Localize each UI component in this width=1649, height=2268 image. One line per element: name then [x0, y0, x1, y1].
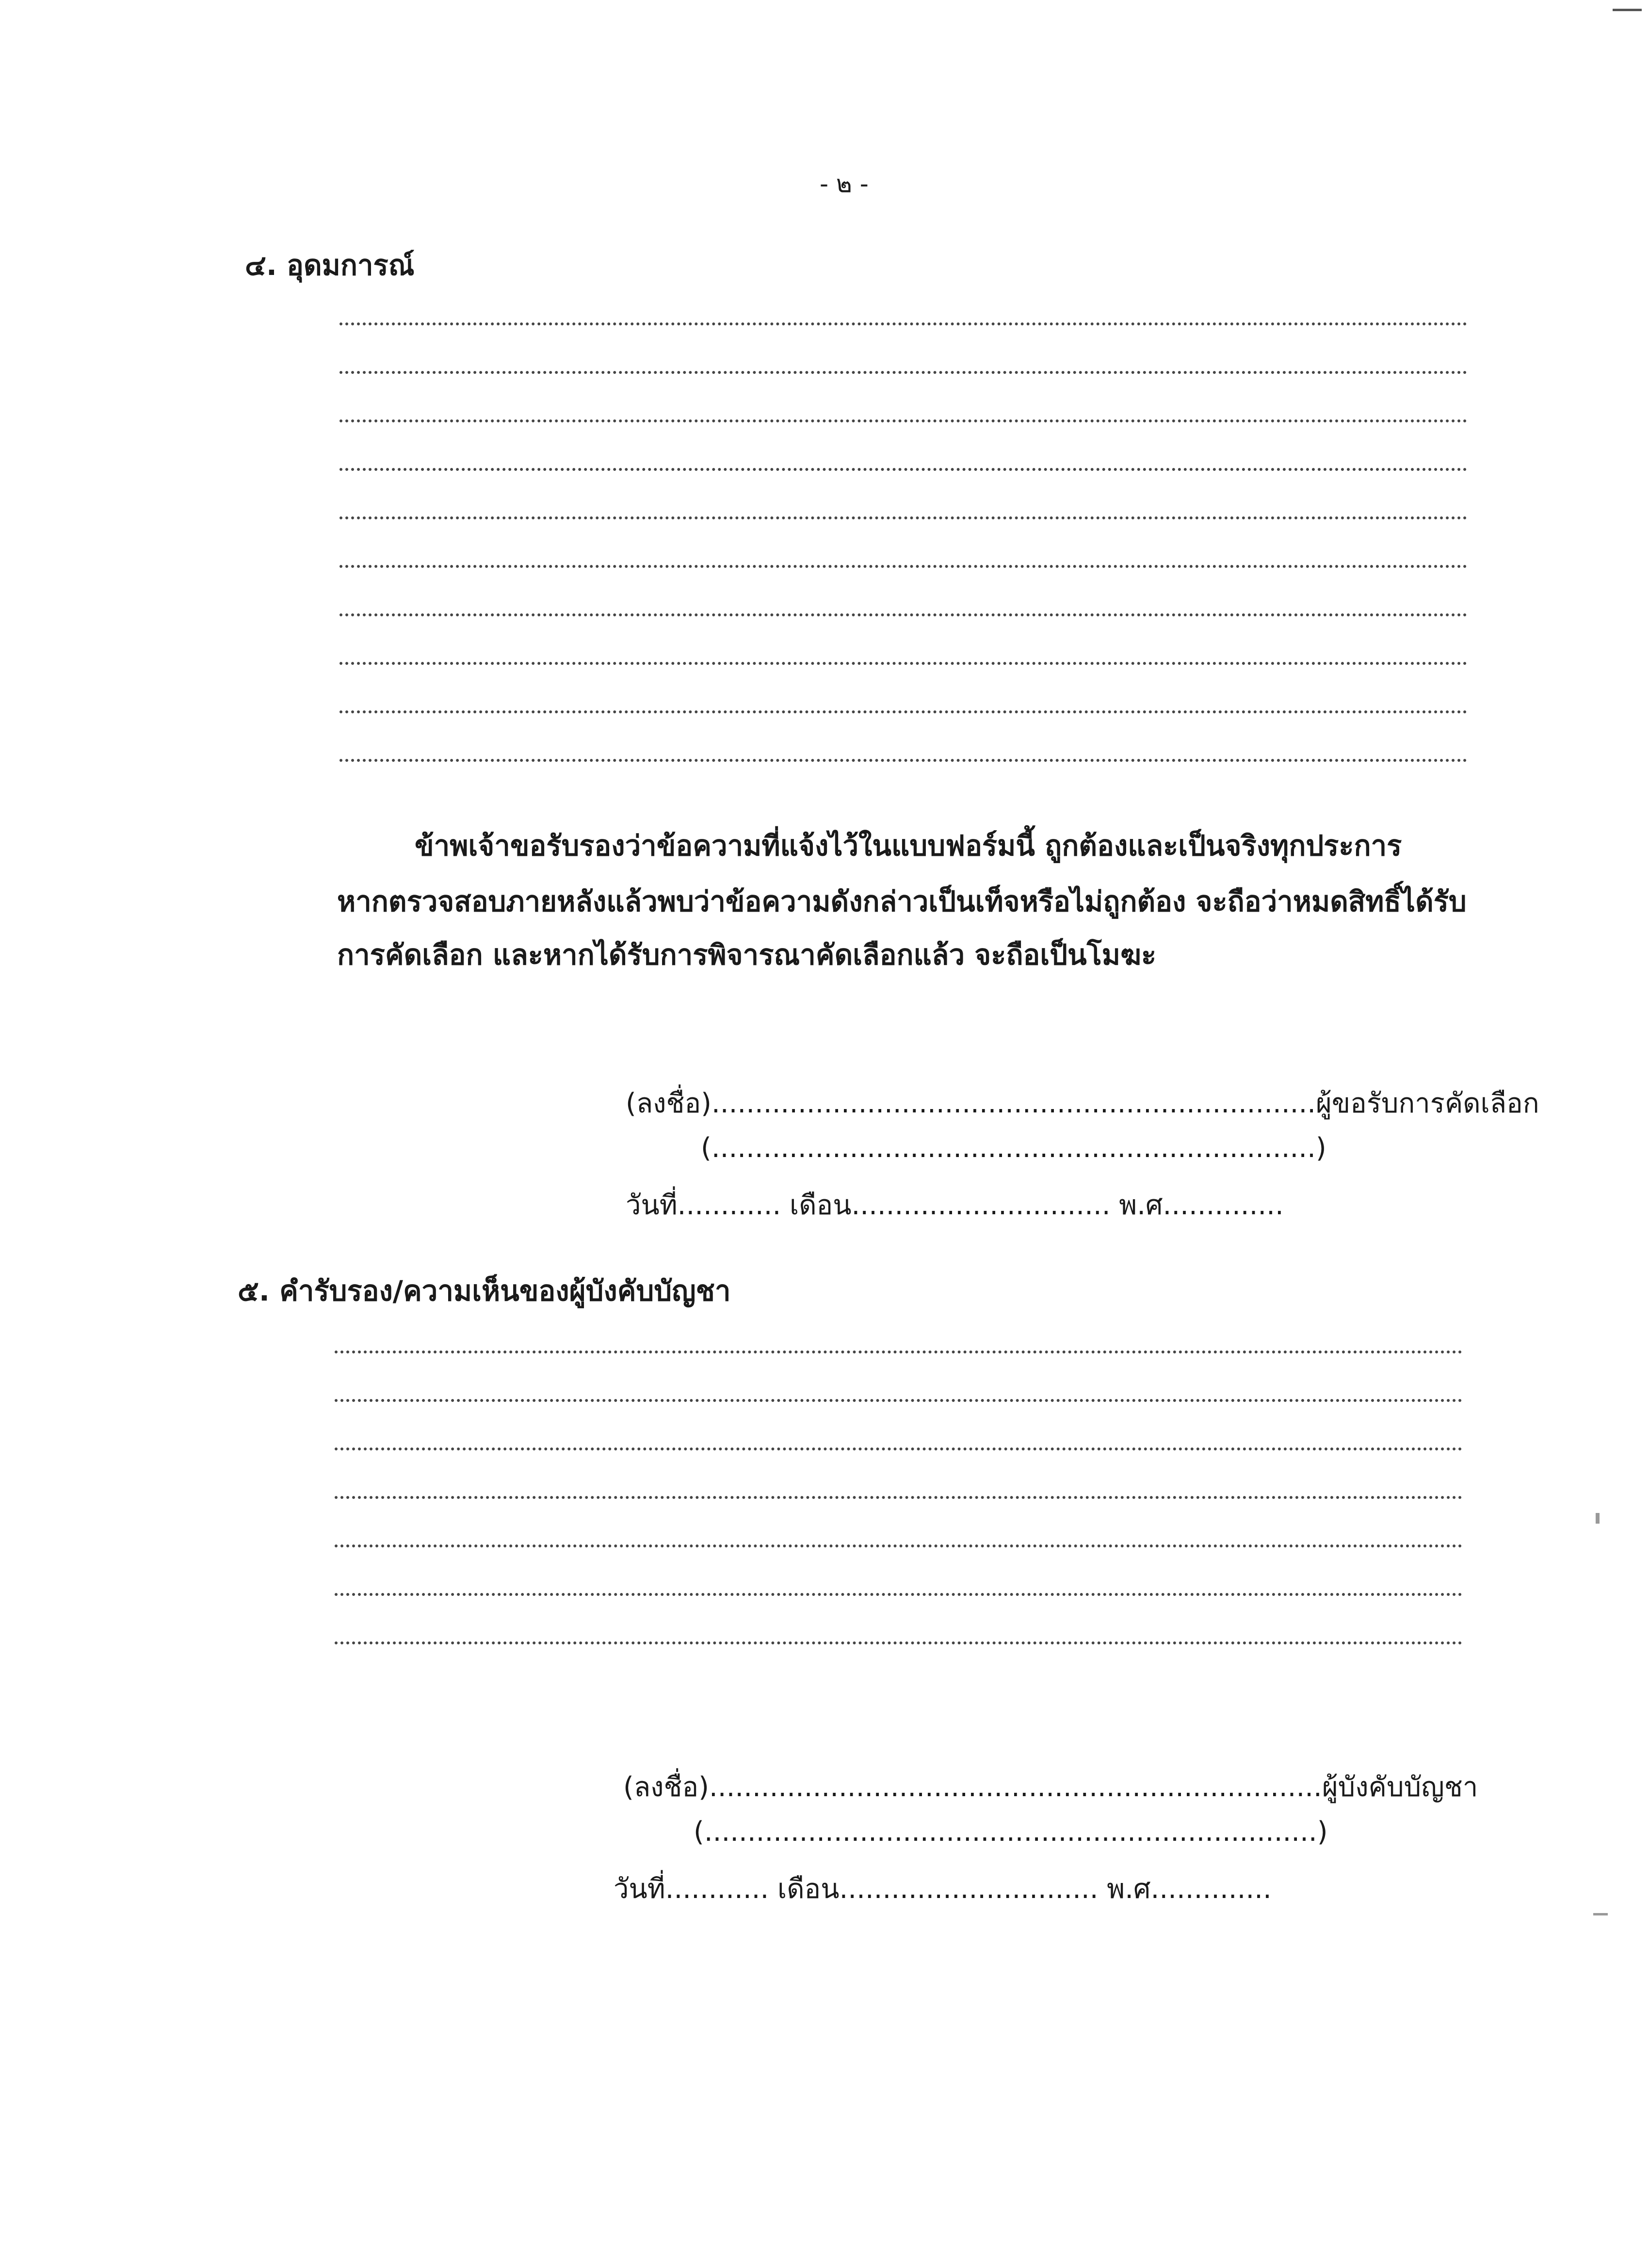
declaration-line-3: การคัดเลือก และหากได้รับการพิจารณาคัดเลือกแล้ว จะถือเป็นโมฆะ: [337, 938, 1157, 971]
declaration-line-2: หากตรวจสอบภายหลังแล้วพบว่าข้อความดังกล่าวเป็นเท็จหรือไม่ถูกต้อง จะถือว่าหมดสิทธิ์ได้รับ: [337, 885, 1467, 918]
answer-line[interactable]: [340, 371, 1467, 374]
answer-line[interactable]: [335, 1399, 1462, 1402]
answer-line[interactable]: [340, 613, 1467, 616]
answer-line[interactable]: [340, 516, 1467, 519]
supervisor-signature-line[interactable]: (ลงชื่อ).......................................................................ผู้บังคับบัญชา: [623, 1771, 1478, 1803]
scan-mark: [1593, 1913, 1608, 1915]
answer-line[interactable]: [335, 1496, 1462, 1499]
applicant-date-line[interactable]: วันที่............ เดือน.............................. พ.ศ..............: [626, 1190, 1284, 1221]
answer-line[interactable]: [340, 710, 1467, 713]
answer-line[interactable]: [335, 1593, 1462, 1596]
answer-line[interactable]: [340, 419, 1467, 422]
answer-line[interactable]: [340, 322, 1467, 325]
applicant-name-line[interactable]: (......................................................................): [701, 1132, 1326, 1164]
answer-line[interactable]: [335, 1544, 1462, 1547]
answer-line[interactable]: [340, 468, 1467, 471]
section-5-heading: ๕. คำรับรอง/ความเห็นของผู้บังคับบัญชา: [238, 1274, 731, 1307]
scan-mark: [1596, 1513, 1600, 1524]
declaration-line-1: ข้าพเจ้าขอรับรองว่าข้อความที่แจ้งไว้ในแบบฟอร์มนี้ ถูกต้องและเป็นจริงทุกประการ: [415, 829, 1402, 862]
section-4-heading: ๔. อุดมการณ์: [245, 249, 415, 282]
answer-line[interactable]: [335, 1448, 1462, 1450]
answer-line[interactable]: [340, 759, 1467, 762]
answer-line[interactable]: [335, 1641, 1462, 1644]
answer-line[interactable]: [340, 662, 1467, 665]
supervisor-name-line[interactable]: (.......................................................................): [694, 1816, 1328, 1848]
applicant-signature-line[interactable]: (ลงชื่อ)......................................................................ผู้ขอรับการคัดเลือก: [626, 1088, 1539, 1119]
answer-line[interactable]: [335, 1351, 1462, 1353]
supervisor-date-line[interactable]: วันที่............ เดือน.............................. พ.ศ..............: [614, 1873, 1272, 1905]
answer-line[interactable]: [340, 565, 1467, 568]
scan-mark: [1613, 9, 1642, 11]
page-number: - ๒ -: [820, 170, 869, 198]
